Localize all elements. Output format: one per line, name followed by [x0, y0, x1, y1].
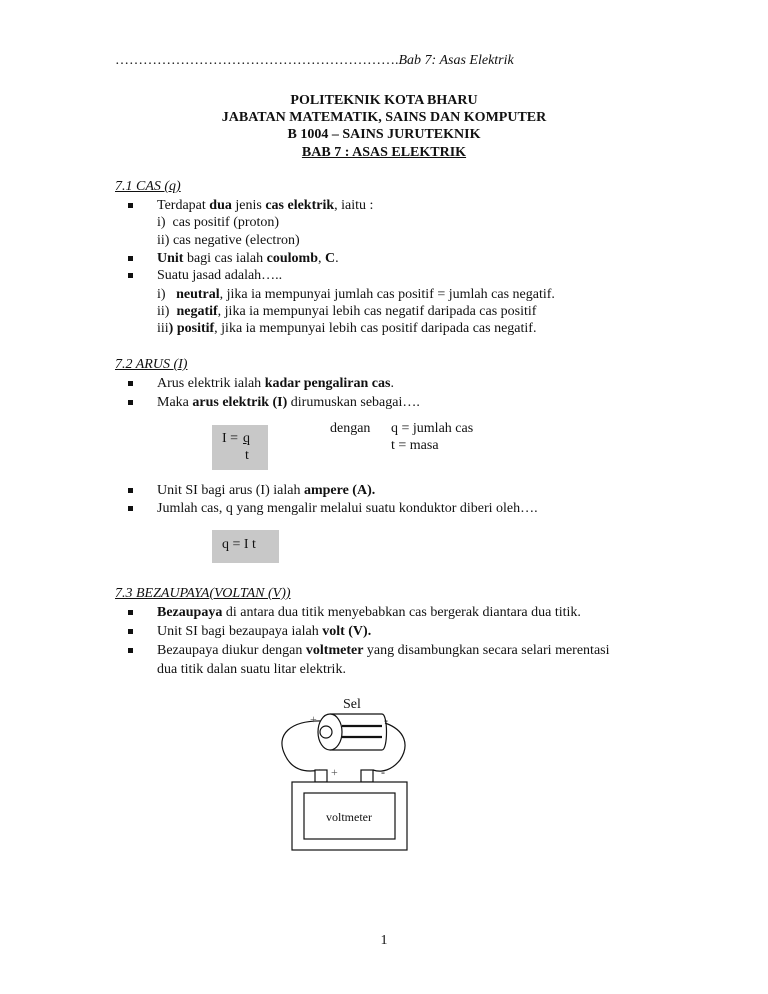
formula-charge: q = I t	[222, 537, 256, 552]
bold-text: Bezaupaya	[157, 605, 223, 620]
text: di antara dua titik menyebabkan cas bergerak diantara dua titik.	[222, 605, 581, 620]
text: Unit SI bagi arus (I) ialah	[157, 483, 304, 498]
sub-line	[157, 303, 536, 320]
section-heading-7-1: 7.1 CAS (q)	[115, 179, 181, 194]
bullet-line	[157, 642, 610, 659]
text: dua titik dalan suatu litar elektrik.	[157, 662, 346, 677]
bold-text: neutral	[176, 287, 220, 302]
voltmeter-circuit-diagram	[270, 690, 420, 860]
text: Maka	[157, 395, 193, 410]
bold-text: coulomb	[266, 251, 318, 266]
bullet-line	[157, 394, 420, 411]
department-title: JABATAN MATEMATIK, SAINS DAN KOMPUTER	[221, 110, 547, 125]
bullet-line	[157, 623, 371, 640]
text: dirumuskan sebagai….	[287, 395, 420, 410]
bullet-line	[157, 375, 394, 392]
text: Arus elektrik ialah	[157, 376, 265, 391]
meter-minus: -	[381, 765, 385, 779]
bullet-line	[157, 604, 581, 621]
text: ii) cas negative (electron)	[157, 233, 300, 248]
text: ,	[317, 251, 325, 266]
text: ii)	[157, 304, 177, 319]
bold-text: voltmeter	[305, 643, 364, 658]
bullet-line	[157, 267, 282, 284]
section-heading-7-2: 7.2 ARUS (I)	[115, 357, 188, 372]
where-t: t = masa	[391, 438, 439, 453]
text: i)	[157, 287, 177, 302]
bold-text: C	[324, 251, 336, 266]
text: Unit SI bagi bezaupaya ialah	[157, 624, 323, 639]
cell-minus: -	[384, 713, 388, 727]
bold-text: kadar pengaliran cas	[264, 376, 391, 391]
text: i) cas positif (proton)	[157, 215, 280, 230]
text: iii	[157, 321, 169, 336]
section-heading-7-3: 7.3 BEZAUPAYA(VOLTAN (V))	[115, 586, 291, 601]
institution-title: POLITEKNIK KOTA BHARU	[290, 93, 478, 108]
bullet-line	[157, 500, 538, 517]
where-q: q = jumlah cas	[391, 421, 474, 436]
text: Suatu jasad adalah…..	[157, 268, 283, 283]
voltmeter-label: voltmeter	[326, 810, 372, 824]
text: Jumlah cas, q yang mengalir melalui suatu konduktor diberi oleh….	[157, 501, 538, 516]
wire-negative	[373, 723, 405, 771]
sub-line	[157, 320, 536, 337]
text: , iaitu :	[334, 198, 374, 213]
sub-line	[157, 232, 300, 249]
bold-text: negatif	[176, 304, 218, 319]
text: bagi cas ialah	[183, 251, 267, 266]
formula-numerator: q	[243, 431, 250, 446]
bullet-line	[157, 482, 375, 499]
formula-box-charge	[212, 530, 279, 563]
text: Bezaupaya diukur dengan	[157, 643, 306, 658]
sub-line	[157, 286, 555, 303]
sub-line	[157, 661, 346, 678]
bold-text: ) positif	[168, 321, 215, 336]
where-label: dengan	[330, 421, 371, 436]
bullet-line	[157, 250, 339, 267]
wire-positive	[282, 721, 323, 771]
course-title: B 1004 – SAINS JURUTEKNIK	[287, 127, 481, 142]
bullet-line	[157, 197, 373, 214]
meter-plus: +	[331, 765, 338, 779]
text: jenis	[231, 198, 266, 213]
formula-lhs: I =	[222, 431, 239, 446]
sub-line	[157, 214, 279, 231]
text: , jika ia mempunyai jumlah cas positif = jumlah cas negatif.	[219, 287, 555, 302]
bold-text: ampere (A).	[303, 483, 376, 498]
header-chapter: Bab 7: Asas Elektrik	[398, 53, 514, 68]
cell-label: Sel	[343, 697, 361, 712]
text: , jika ia mempunyai lebih cas positif daripada cas negatif.	[214, 321, 537, 336]
cell-plus: +	[310, 712, 317, 726]
text: Terdapat	[157, 198, 210, 213]
chapter-title: BAB 7 : ASAS ELEKTRIK	[301, 145, 467, 160]
header-dots: …………………………………………………….	[115, 53, 399, 68]
bold-text: Unit	[157, 251, 184, 266]
bold-text: volt (V).	[322, 624, 372, 639]
running-header	[115, 52, 514, 69]
text: , jika ia mempunyai lebih cas negatif daripada cas positif	[217, 304, 537, 319]
text: yang disambungkan secara selari merentasi	[363, 643, 610, 658]
formula-box-current	[212, 425, 268, 470]
bold-text: dua	[209, 198, 232, 213]
page-number: 1	[380, 933, 388, 948]
text: .	[335, 251, 339, 266]
bold-text: cas elektrik	[265, 198, 335, 213]
formula-denominator: t	[245, 448, 249, 463]
text: .	[390, 376, 394, 391]
bold-text: arus elektrik (I)	[192, 395, 288, 410]
chapter-title-wrap	[0, 144, 768, 161]
